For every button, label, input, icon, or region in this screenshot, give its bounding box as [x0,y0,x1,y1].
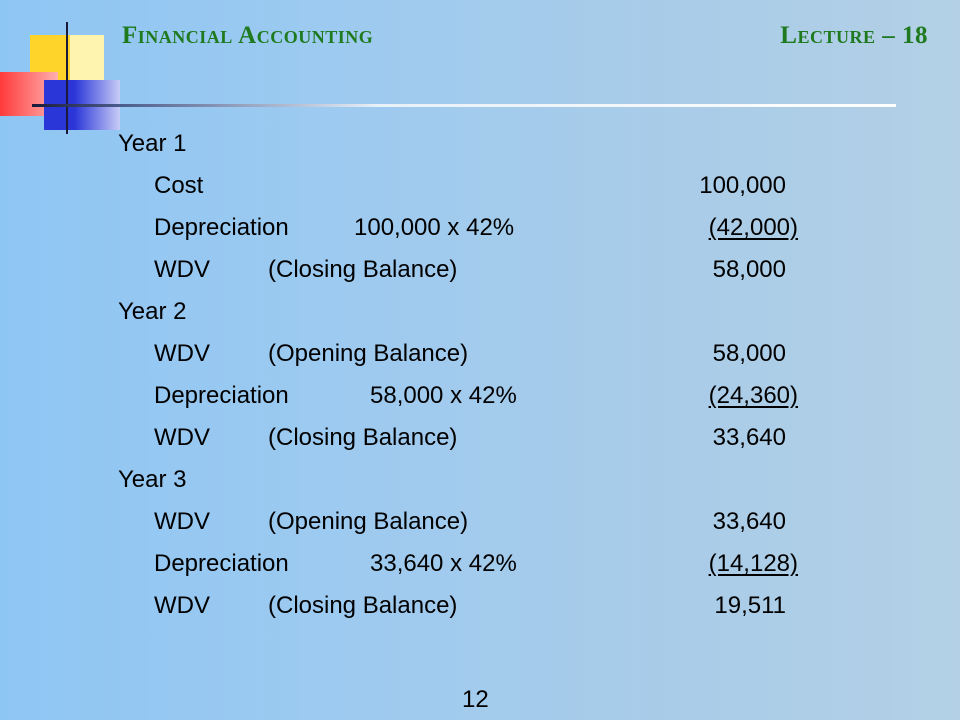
row-amount: (42,000) [708,214,798,241]
year-label: Year 2 [118,298,187,325]
row-amount: 33,640 [712,424,786,451]
page-number: 12 [462,686,489,713]
row-detail: (Closing Balance) [268,256,458,283]
header-divider [32,104,896,107]
row-item: WDV [154,508,210,535]
year-label: Year 1 [118,130,187,157]
row-amount: 100,000 [699,172,786,199]
row-detail: (Closing Balance) [268,424,458,451]
vertical-rule [66,22,68,134]
row-item: Cost [154,172,204,199]
row-detail: 33,640 x 42% [370,550,517,577]
row-detail: (Opening Balance) [268,340,469,367]
slide-decoration-logo [0,0,130,140]
row-item: WDV [154,424,210,451]
row-amount: 19,511 [714,592,786,619]
row-detail: 58,000 x 42% [370,382,517,409]
row-amount: (24,360) [708,382,798,409]
course-title: Financial Accounting [122,22,374,49]
row-item: WDV [154,592,210,619]
row-detail: (Closing Balance) [268,592,458,619]
row-detail: 100,000 x 42% [354,214,515,241]
lecture-title: Lecture – 18 [780,22,928,49]
row-item: WDV [154,340,210,367]
row-item: Depreciation [154,214,289,241]
row-item: WDV [154,256,210,283]
row-amount: 33,640 [712,508,786,535]
row-amount: 58,000 [712,340,786,367]
row-detail: (Opening Balance) [268,508,469,535]
row-item: Depreciation [154,382,289,409]
row-amount: 58,000 [712,256,786,283]
row-amount: (14,128) [708,550,798,577]
year-label: Year 3 [118,466,187,493]
row-item: Depreciation [154,550,289,577]
